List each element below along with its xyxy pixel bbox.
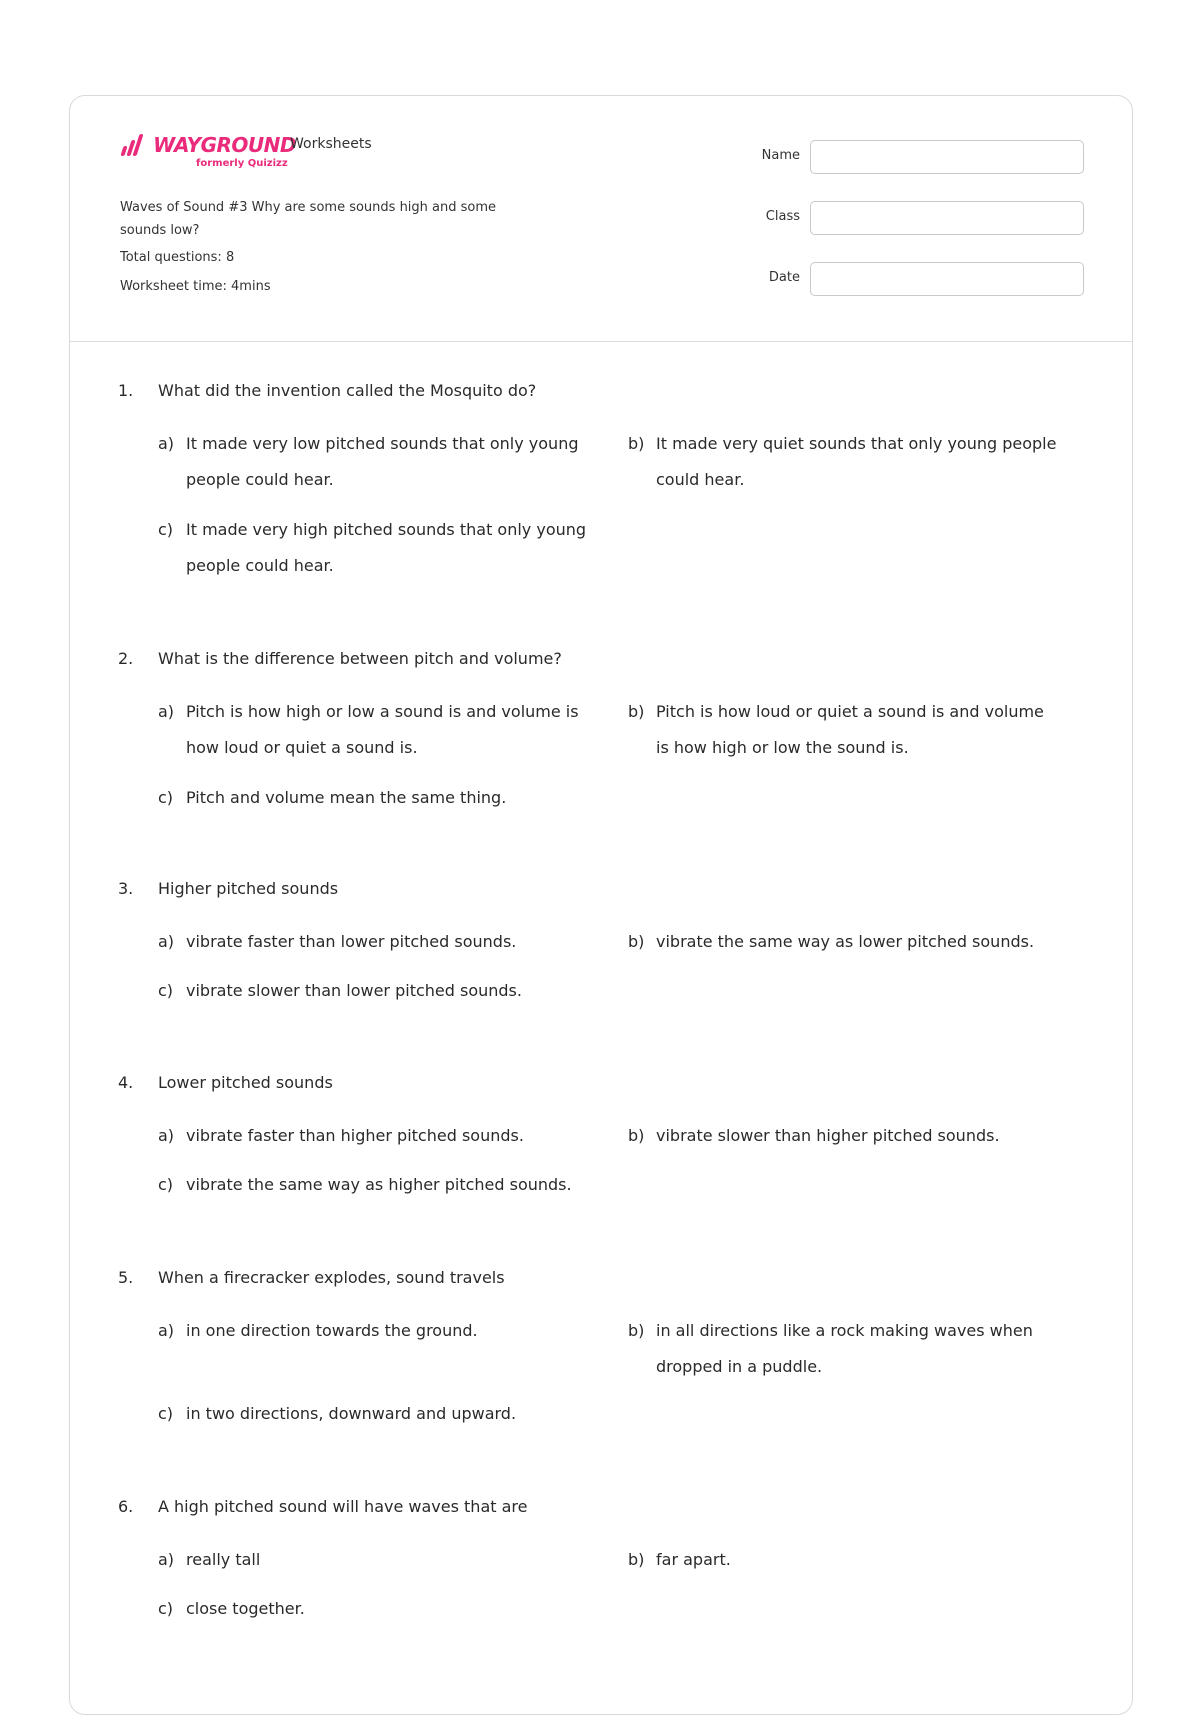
option-letter: a) [158, 932, 175, 951]
date-label: Date [768, 270, 800, 285]
option-a[interactable] [158, 694, 588, 766]
option-c[interactable] [158, 1396, 588, 1432]
question-number: 3. [118, 879, 134, 898]
option-text: It made very low pitched sounds that only young people could hear. [186, 434, 579, 489]
option-letter: a) [158, 1321, 175, 1340]
option-letter: a) [158, 1550, 175, 1569]
option-letter: c) [158, 520, 174, 539]
option-letter: b) [628, 434, 645, 453]
option-text: vibrate faster than higher pitched sounds. [186, 1126, 524, 1145]
option-letter: c) [158, 1599, 174, 1618]
option-text: close together. [186, 1599, 305, 1618]
section-label: Worksheets [290, 136, 372, 152]
option-a[interactable] [158, 1313, 588, 1349]
brand [120, 133, 372, 169]
option-letter: b) [628, 702, 645, 721]
option-text: really tall [186, 1550, 261, 1569]
logo-text: WAYGROUND [153, 133, 297, 157]
option-letter: c) [158, 788, 174, 807]
option-text: It made very high pitched sounds that only young people could hear. [186, 520, 587, 575]
option-text: vibrate slower than higher pitched sounds. [656, 1126, 1000, 1145]
option-text: vibrate slower than lower pitched sounds. [186, 981, 522, 1000]
name-label: Name [761, 148, 800, 163]
option-text: far apart. [656, 1550, 731, 1569]
question-number: 5. [118, 1268, 134, 1287]
question-number: 4. [118, 1073, 134, 1092]
question-number: 1. [118, 381, 134, 400]
date-field[interactable] [810, 262, 1084, 296]
option-b[interactable] [628, 1313, 1058, 1385]
option-a[interactable] [158, 426, 588, 498]
option-letter: b) [628, 1126, 645, 1145]
option-c[interactable] [158, 1591, 588, 1627]
option-text: in one direction towards the ground. [186, 1321, 478, 1340]
worksheet-card [69, 95, 1133, 1715]
option-text: It made very quiet sounds that only young people could hear. [656, 434, 1057, 489]
option-text: vibrate the same way as lower pitched sounds. [656, 932, 1035, 951]
question-text: What did the invention called the Mosquito do? [158, 381, 537, 400]
wayground-logo-icon [120, 134, 148, 156]
option-letter: c) [158, 1404, 174, 1423]
total-questions: Total questions: 8 [120, 250, 235, 265]
class-label: Class [765, 209, 800, 224]
option-text: Pitch and volume mean the same thing. [186, 788, 507, 807]
question-number: 2. [118, 649, 134, 668]
option-letter: b) [628, 932, 645, 951]
worksheet-meta [120, 196, 500, 304]
question-text: Higher pitched sounds [158, 879, 339, 898]
option-b[interactable] [628, 694, 1058, 766]
question-number: 6. [118, 1497, 134, 1516]
option-b[interactable] [628, 426, 1058, 498]
option-letter: a) [158, 434, 175, 453]
worksheet-title: Waves of Sound #3 Why are some sounds high and some sounds low? [120, 200, 497, 238]
option-letter: c) [158, 981, 174, 1000]
name-field[interactable] [810, 140, 1084, 174]
option-b[interactable] [628, 924, 1058, 960]
option-b[interactable] [628, 1542, 1058, 1578]
question-text: A high pitched sound will have waves that are [158, 1497, 528, 1516]
option-letter: a) [158, 1126, 175, 1145]
question-text: Lower pitched sounds [158, 1073, 333, 1092]
option-a[interactable] [158, 924, 588, 960]
logo-subtitle: formerly Quizizz [196, 158, 288, 169]
option-a[interactable] [158, 1542, 588, 1578]
option-letter: c) [158, 1175, 174, 1194]
worksheet-header [70, 96, 1132, 342]
option-text: Pitch is how high or low a sound is and volume is how loud or quiet a sound is. [186, 702, 579, 757]
option-b[interactable] [628, 1118, 1058, 1154]
worksheet-time: Worksheet time: 4mins [120, 279, 271, 294]
option-text: vibrate the same way as higher pitched sounds. [186, 1175, 572, 1194]
question-text: When a firecracker explodes, sound travels [158, 1268, 505, 1287]
option-letter: b) [628, 1550, 645, 1569]
option-letter: a) [158, 702, 175, 721]
option-text: in all directions like a rock making waves when dropped in a puddle. [656, 1321, 1033, 1376]
option-letter: b) [628, 1321, 645, 1340]
option-text: Pitch is how loud or quiet a sound is and volume is how high or low the sound is. [656, 702, 1044, 757]
option-text: vibrate faster than lower pitched sounds. [186, 932, 517, 951]
class-field[interactable] [810, 201, 1084, 235]
option-a[interactable] [158, 1118, 588, 1154]
option-c[interactable] [158, 973, 588, 1009]
option-c[interactable] [158, 780, 588, 816]
option-c[interactable] [158, 1167, 588, 1203]
option-c[interactable] [158, 512, 588, 584]
question-text: What is the difference between pitch and volume? [158, 649, 562, 668]
option-text: in two directions, downward and upward. [186, 1404, 517, 1423]
